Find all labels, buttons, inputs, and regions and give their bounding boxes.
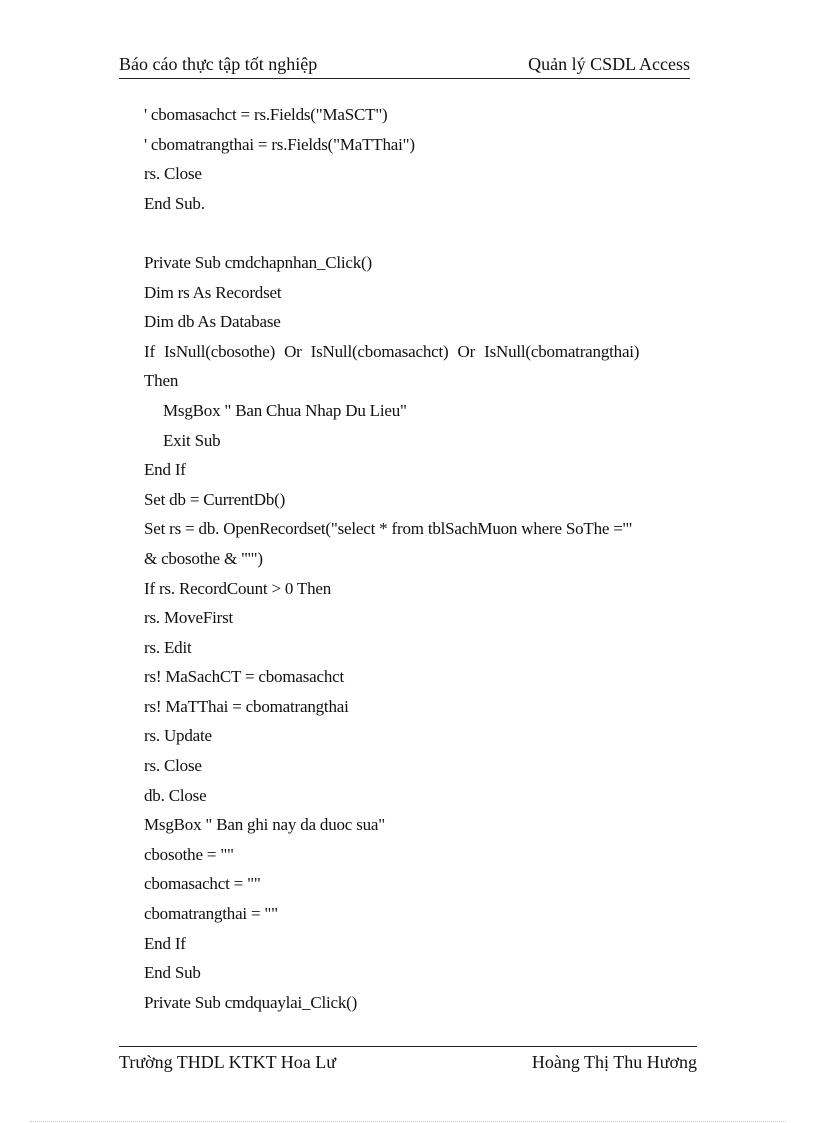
code-line: Dim db As Database [144,312,281,332]
code-line: & cbosothe & "'") [144,548,263,568]
footer-author-name: Hoàng Thị Thu Hương [531,1052,697,1072]
code-line: If rs. RecordCount > 0 Then [144,578,332,598]
code-listing [144,100,704,1017]
code-line: ' cbomatrangthai = rs.Fields("MaTThai") [144,134,415,154]
code-line: MsgBox " Ban ghi nay da duoc sua" [144,815,386,835]
code-line: rs. Edit [144,637,192,657]
code-line: rs. MoveFirst [144,608,234,628]
header-report-title: Báo cáo thực tập tốt nghiệp [119,54,318,74]
code-line: Private Sub cmdchapnhan_Click() [144,252,372,272]
code-line: If IsNull(cbosothe) Or IsNull(cbomasachct) Or IsNull(cbomatrangthai) [144,341,640,361]
code-line: cbomasachct = "" [144,874,261,894]
code-line: rs! MaTThai = cbomatrangthai [144,696,349,716]
page-header [119,52,690,79]
header-subject-title: Quản lý CSDL Access [528,54,690,74]
code-line: End Sub. [144,193,205,213]
code-line: rs. Update [144,726,212,746]
code-line: cbosothe = "" [144,844,234,864]
page-footer [119,1046,697,1075]
code-line: Dim rs As Recordset [144,282,282,302]
code-line: Set db = CurrentDb() [144,489,286,509]
code-line: End Sub [144,963,201,983]
code-line: rs. Close [144,756,202,776]
code-line: End If [144,460,186,480]
code-line: ' cbomasachct = rs.Fields("MaSCT") [144,105,388,124]
code-line: Then [144,371,179,391]
code-line: Private Sub cmdquaylai_Click() [144,992,358,1012]
footer-school-name: Trường THDL KTKT Hoa Lư [119,1052,337,1072]
code-line: db. Close [144,785,207,805]
code-line: rs. Close [144,164,202,184]
code-line: Exit Sub [163,430,221,450]
code-line: cbomatrangthai = "" [144,904,278,924]
code-line: End If [144,933,186,953]
blank-line [144,218,704,248]
code-line: Set rs = db. OpenRecordset("select * from tblSachMuon where SoThe ='" [144,519,633,539]
code-line: rs! MaSachCT = cbomasachct [144,667,344,687]
code-line: MsgBox " Ban Chua Nhap Du Lieu" [163,400,407,420]
